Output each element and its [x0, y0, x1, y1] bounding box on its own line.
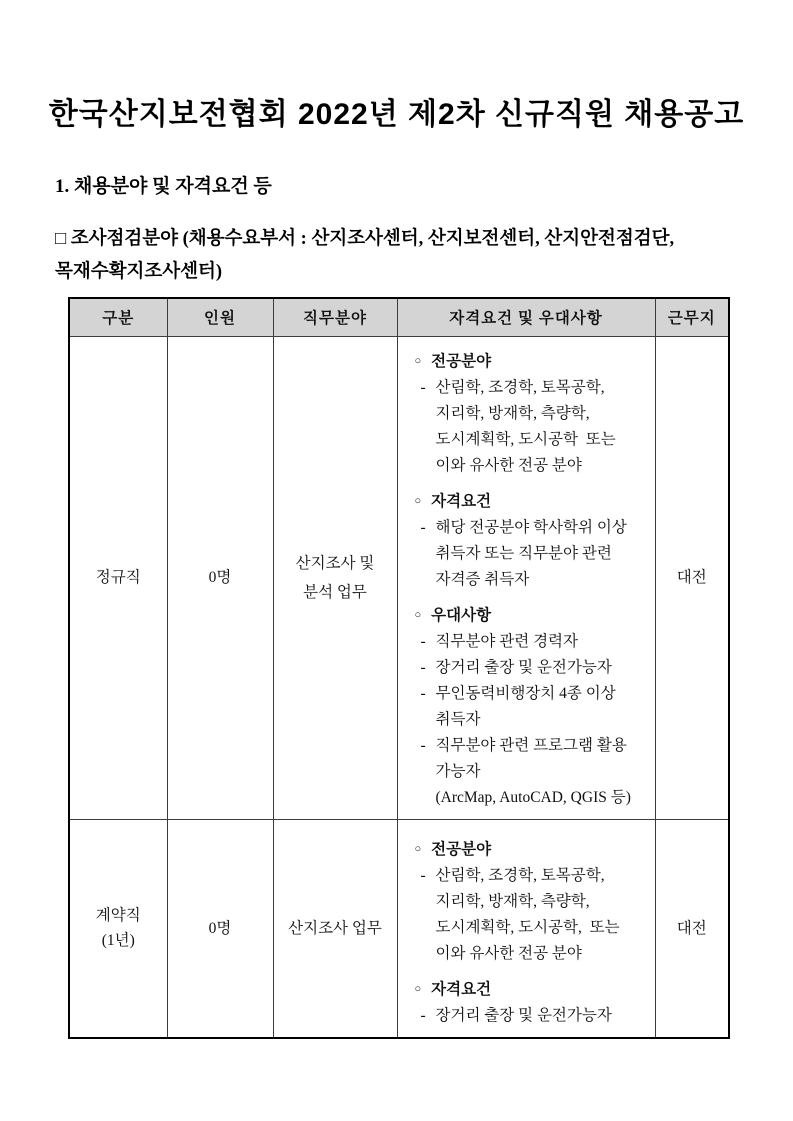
cell-job-field: [273, 819, 397, 1038]
qualification-line-text: 가능자: [435, 762, 481, 780]
bullet-circle-icon: ○: [414, 494, 422, 507]
bullet-circle-icon: ○: [414, 982, 422, 995]
qualification-line-text: 지리학, 방재학, 측량학,: [435, 892, 590, 910]
qualification-line: [409, 889, 649, 915]
qualification-section: [409, 836, 649, 967]
qualification-line: [409, 707, 649, 733]
col-header-qualifications: 자격요건 및 우대사항: [397, 298, 655, 336]
qualification-line-text: (ArcMap, AutoCAD, QGIS 등): [435, 788, 631, 806]
qualification-line: [409, 733, 649, 759]
category-line: 계약직: [95, 907, 141, 924]
qualification-line: [409, 785, 649, 811]
section-title-text: 우대사항: [431, 606, 492, 624]
qualification-line-text: 산림학, 조경학, 토목공학,: [435, 378, 605, 396]
qualification-line: [409, 915, 649, 941]
qualification-line: [409, 681, 649, 707]
bullet-circle-icon: ○: [414, 354, 422, 367]
qualification-line-text: 산림학, 조경학, 토목공학,: [435, 866, 605, 884]
dash-bullet-icon: -: [420, 684, 426, 702]
section-title: [409, 836, 649, 863]
qualification-line-text: 장거리 출장 및 운전가능자: [435, 658, 612, 676]
dash-bullet-icon: -: [420, 1006, 426, 1024]
col-header-job-field: 직무분야: [273, 298, 397, 336]
bullet-circle-icon: ○: [414, 608, 422, 621]
cell-location: 대전: [655, 336, 729, 819]
qualification-section: [409, 348, 649, 479]
qualification-line: [409, 759, 649, 785]
cell-category: [69, 336, 167, 819]
cell-qualifications: [397, 336, 655, 819]
dash-bullet-icon: -: [420, 866, 426, 884]
qualification-line-text: 취득자: [435, 710, 481, 728]
cell-location: 대전: [655, 819, 729, 1038]
bullet-circle-icon: ○: [414, 842, 422, 855]
job-field-line: 산지조사 및: [295, 554, 375, 572]
qualification-line: [409, 453, 649, 479]
dash-bullet-icon: -: [420, 736, 426, 754]
page-title: 한국산지보전협회 2022년 제2차 신규직원 채용공고: [48, 98, 745, 131]
qualification-line-text: 지리학, 방재학, 측량학,: [435, 404, 590, 422]
section-title-text: 전공분야: [431, 840, 492, 858]
section-heading: 1. 채용분야 및 자격요건 등: [55, 176, 272, 197]
qualification-line: [409, 1003, 649, 1029]
cell-qualifications: [397, 819, 655, 1038]
qualification-line-text: 장거리 출장 및 운전가능자: [435, 1006, 612, 1024]
qualification-line: [409, 375, 649, 401]
sub-heading-line-2: 목재수확지조사센터): [55, 262, 223, 282]
qualification-line: [409, 629, 649, 655]
col-header-headcount: 인원: [167, 298, 273, 336]
cell-job-field: [273, 336, 397, 819]
qualification-line-text: 이와 유사한 전공 분야: [435, 944, 582, 962]
qualification-line: [409, 427, 649, 453]
section-title-text: 자격요건: [431, 492, 492, 510]
table-row: [69, 819, 729, 1038]
dash-bullet-icon: -: [420, 658, 426, 676]
qualification-line: [409, 515, 649, 541]
table-row: [69, 336, 729, 819]
qualification-line-text: 해당 전공분야 학사학위 이상: [435, 518, 627, 536]
qualification-line: [409, 941, 649, 967]
qualification-line: [409, 655, 649, 681]
dash-bullet-icon: -: [420, 632, 426, 650]
sub-heading-line-1: □ 조사점검분야 (채용수요부서 : 산지조사센터, 산지보전센터, 산지안전점검단,: [55, 229, 675, 249]
qualification-line-text: 직무분야 관련 프로그램 활용: [435, 736, 627, 754]
section-title: [409, 602, 649, 629]
qualification-line: [409, 863, 649, 889]
job-field-line: 분석 업무: [303, 583, 367, 601]
section-title: [409, 488, 649, 515]
section-title-text: 자격요건: [431, 980, 492, 998]
qualification-line: [409, 401, 649, 427]
sub-heading: [55, 223, 743, 289]
section-title: [409, 348, 649, 375]
qualification-line-text: 자격증 취득자: [435, 570, 530, 588]
qualification-section: [409, 976, 649, 1029]
qualification-line-text: 직무분야 관련 경력자: [435, 632, 579, 650]
table-header-row: [69, 298, 729, 336]
cell-category: [69, 819, 167, 1038]
dash-bullet-icon: -: [420, 378, 426, 396]
qualification-line: [409, 541, 649, 567]
qualification-line-text: 취득자 또는 직무분야 관련: [435, 544, 612, 562]
section-title-text: 전공분야: [431, 352, 492, 370]
qualification-section: [409, 602, 649, 811]
qualification-line-text: 도시계획학, 도시공학 또는: [435, 430, 616, 448]
qualification-line-text: 무인동력비행장치 4종 이상: [435, 684, 616, 702]
job-field-line: 산지조사 업무: [288, 919, 382, 937]
cell-headcount: 0명: [167, 336, 273, 819]
section-title: [409, 976, 649, 1003]
recruitment-table: [68, 297, 730, 1039]
category-line: (1년): [101, 932, 135, 949]
col-header-category: 구분: [69, 298, 167, 336]
qualification-line: [409, 567, 649, 593]
qualification-line-text: 이와 유사한 전공 분야: [435, 456, 582, 474]
col-header-location: 근무지: [655, 298, 729, 336]
qualification-section: [409, 488, 649, 593]
dash-bullet-icon: -: [420, 518, 426, 536]
qualification-line-text: 도시계획학, 도시공학, 또는: [435, 918, 620, 936]
category-line: 정규직: [95, 569, 141, 586]
cell-headcount: 0명: [167, 819, 273, 1038]
